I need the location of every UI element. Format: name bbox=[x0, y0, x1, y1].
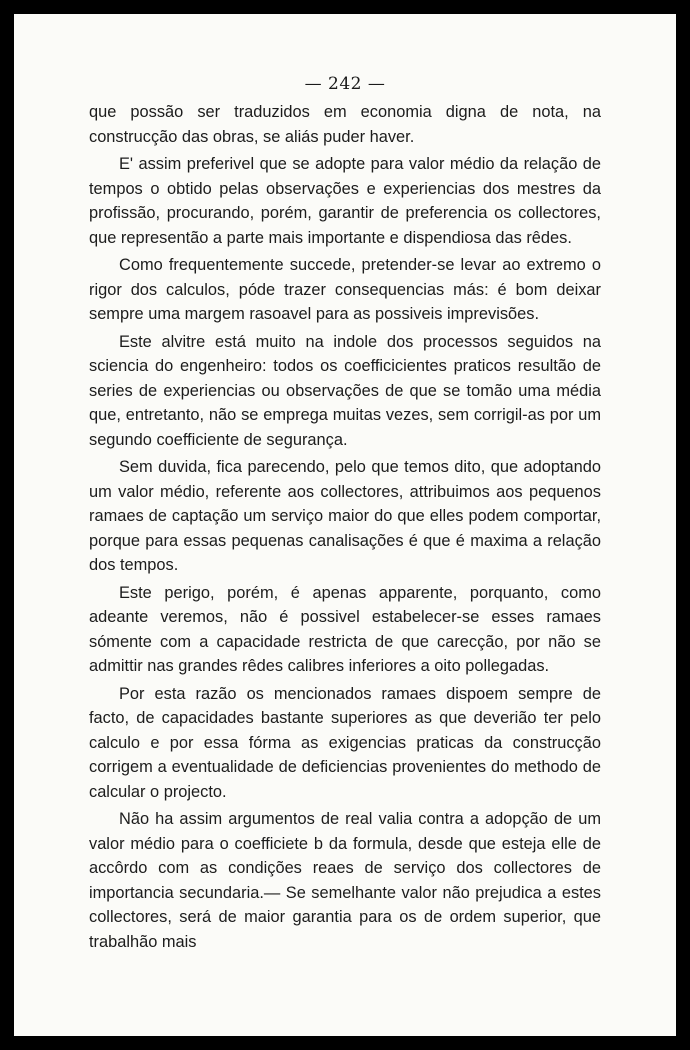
paragraph: Como frequentemente succede, pretender-se levar ao extremo o rigor dos calculos, póde trazer consequencias más: é bom deixar sempre uma margem rasoavel para as possiveis imprevisões. bbox=[89, 256, 601, 323]
paragraph: Não ha assim argumentos de real valia contra a adopção de um valor médio para o coefficiete b da formula, desde que esteja elle de accôrdo com as condições reaes de serviço dos collectores de importancia secundaria.— Se semelhante valor não prejudica a estes collectores, será de maior garantia para os de ordem superior, que trabalhão mais bbox=[89, 810, 601, 951]
paragraph: que possão ser traduzidos em economia digna de nota, na construcção das obras, se aliás puder haver. bbox=[89, 103, 601, 146]
paragraph: Este perigo, porém, é apenas apparente, porquanto, como adeante veremos, não é possivel estabelecer-se esses ramaes sómente com a capacidade restricta de que carecção, por não se admittir nas grandes rêdes calibres inferiores a oito pollegadas. bbox=[89, 583, 601, 675]
page-body-text bbox=[89, 100, 601, 954]
book-page bbox=[14, 14, 676, 1036]
paragraph: Sem duvida, fica parecendo, pelo que temos dito, que adoptando um valor médio, referente aos collectores, attribuimos aos pequenos ramaes de captação um serviço maior do que elles podem comportar, porque para essas pequenas canalisações é que é maxima a relação dos tempos. bbox=[89, 458, 601, 574]
paragraph: Este alvitre está muito na indole dos processos seguidos na sciencia do engenheiro: todos os coefficicientes praticos resultão de series de experiencias ou observações de que se tomão uma média que, entretanto, não se emprega muitas vezes, sem corrigil-as por um segundo coefficiente de segurança. bbox=[89, 332, 601, 449]
page-number: — 242 — bbox=[304, 74, 386, 94]
paragraph: Por esta razão os mencionados ramaes dispoem sempre de facto, de capacidades bastante superiores as que deverião ter pelo calculo e por essa fórma as exigencias praticas da construcção corrigem a eventualidade de deficiencias provenientes do methodo de calcular o projecto. bbox=[89, 684, 601, 801]
paragraph: E' assim preferivel que se adopte para valor médio da relação de tempos o obtido pelas observações e experiencias dos mestres da profissão, procurando, porém, garantir de preferencia os collectores, que representão a parte mais importante e dispendiosa das rêdes. bbox=[89, 155, 601, 247]
